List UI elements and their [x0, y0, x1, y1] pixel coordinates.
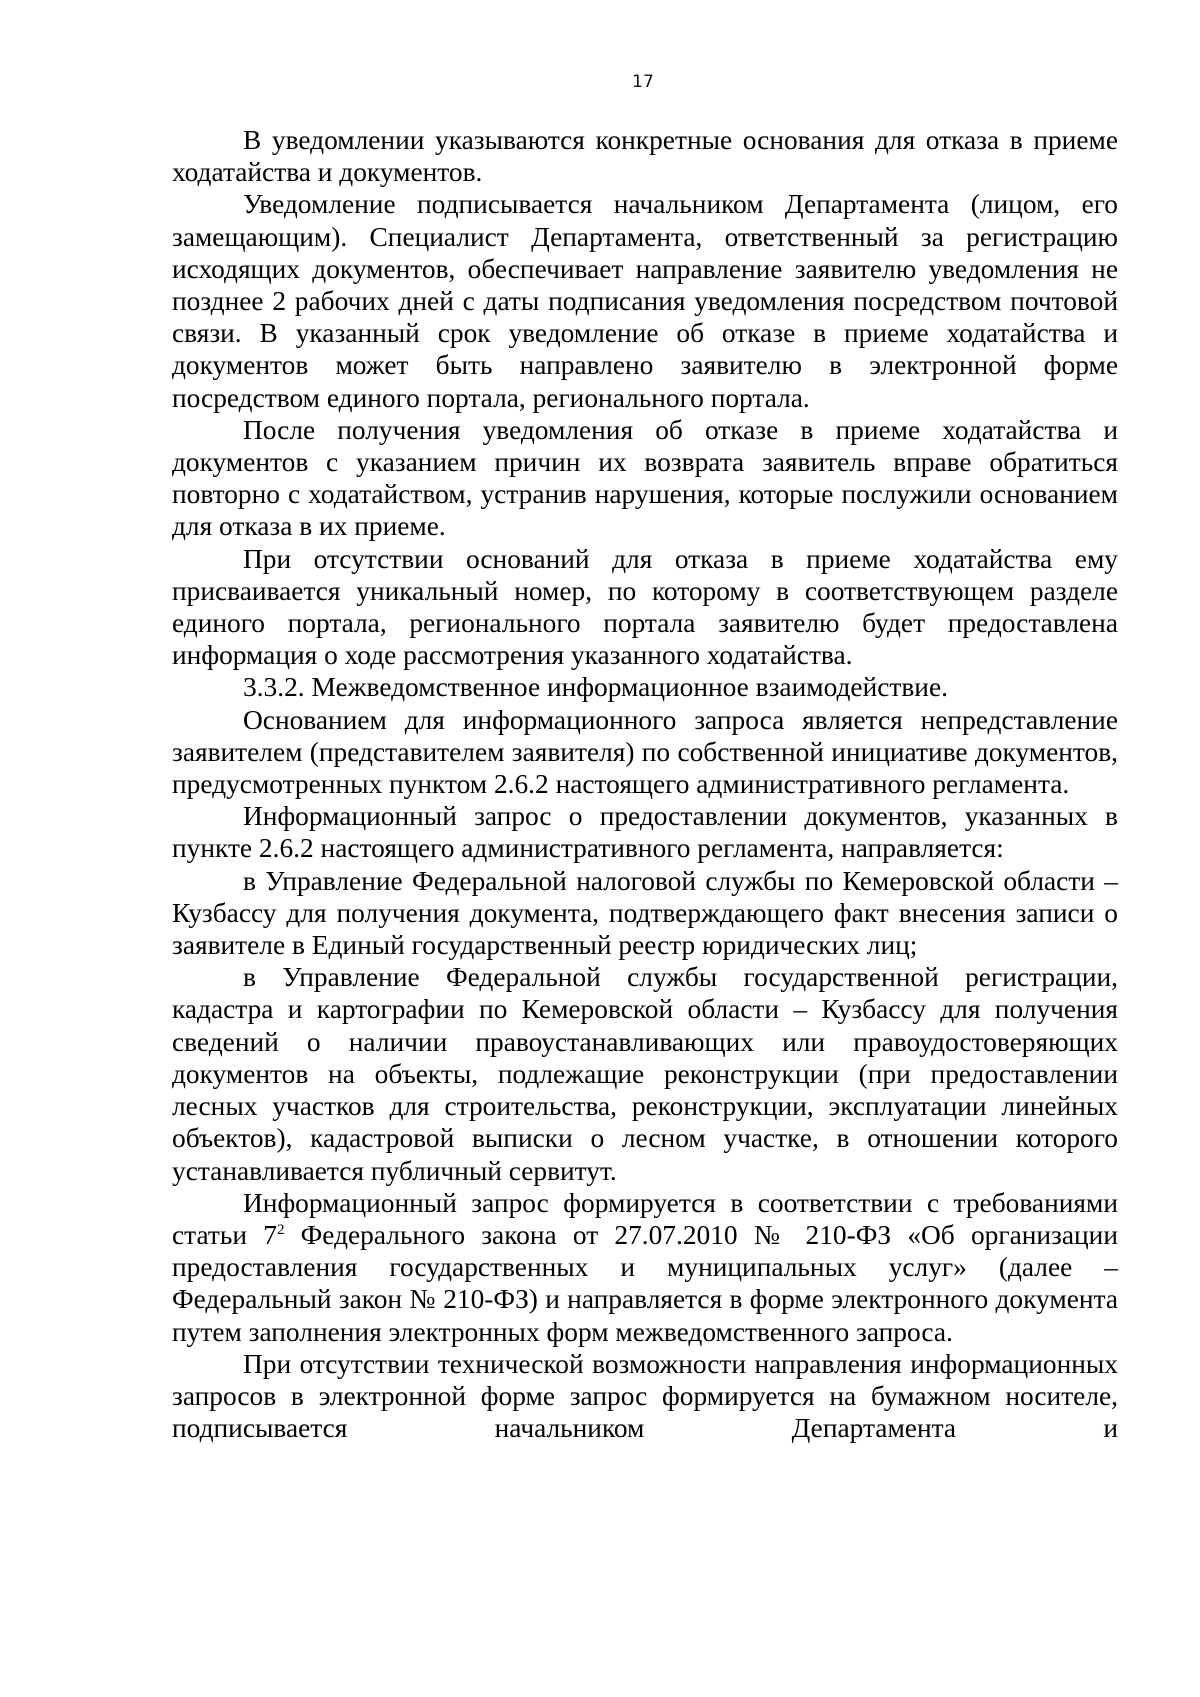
paragraph-paper-request: При отсутствии технической возможности направления информационных запросов в электронной форме запрос формируется на бумажном носителе, подписывается начальником Департамента и — [172, 1348, 1118, 1444]
paragraph-repeat-application: После получения уведомления об отказе в приеме ходатайства и документов с указанием причин их возврата заявитель вправе обратиться повторно с ходатайством, устранив нарушения, которые послужили основанием для отказа в их приеме. — [172, 414, 1118, 542]
list-item-tax-service: в Управление Федеральной налоговой службы по Кемеровской области – Кузбассу для получения документа, подтверждающего факт внесения записи о заявителе в Единый государственный реестр юридических лиц; — [172, 865, 1118, 961]
page-number: 17 — [632, 72, 654, 92]
paragraph-request-formation — [172, 1187, 1118, 1348]
paragraph-request-basis: Основанием для информационного запроса является непредставление заявителем (представителем заявителя) по собственной инициативе документов, предусмотренных пунктом 2.6.2 настоящего административного регламента. — [172, 704, 1118, 800]
paragraph-refusal-grounds: В уведомлении указываются конкретные основания для отказа в приеме ходатайства и документов. — [172, 125, 1118, 188]
document-body — [172, 124, 1118, 1444]
paragraph-request-formation-start: Информационный запрос формируется в соответствии с требованиями статьи 7 — [172, 1187, 1118, 1250]
paragraph-unique-number: При отсутствии оснований для отказа в приеме ходатайства ему присваивается уникальный номер, по которому в соответствующем разделе единого портала, регионального портала заявителю будет предоставлена информация о ходе рассмотрения указанного ходатайства. — [172, 543, 1118, 671]
superscript: 2 — [276, 1221, 285, 1238]
list-item-registration-service: в Управление Федеральной службы государственной регистрации, кадастра и картографии по Кемеровской области – Кузбассу для получения сведений о наличии правоустанавливающих или правоудостоверяющих документов на объекты, подлежащие реконструкции (при предоставлении лесных участков для строительства, реконструкции, эксплуатации линейных объектов), кадастровой выписки о лесном участке, в отношении которого устанавливается публичный сервитут. — [172, 962, 1118, 1186]
section-heading-3-3-2: 3.3.2. Межведомственное информационное взаимодействие. — [243, 672, 948, 703]
paragraph-request-recipients: Информационный запрос о предоставлении документов, указанных в пункте 2.6.2 настоящего административного регламента, направляется: — [172, 801, 1118, 864]
paragraph-notification-signing: Уведомление подписывается начальником Департамента (лицом, его замещающим). Специалист Департамента, ответственный за регистрацию исходящих документов, обеспечивает направление заявителю уведомления не позднее 2 рабочих дней с даты подписания уведомления посредством почтовой связи. В указанный срок уведомление об отказе в приеме ходатайства и документов может быть направлено заявителю в электронной форме посредством единого портала, регионального портала. — [172, 189, 1118, 413]
paragraph-request-formation-end: Федерального закона от 27.07.2010 № 210-ФЗ «Об организации предоставления государственных и муниципальных услуг» (далее – Федеральный закон № 210-ФЗ) и направляется в форме электронного документа путем заполнения электронных форм межведомственного запроса. — [172, 1219, 1118, 1347]
